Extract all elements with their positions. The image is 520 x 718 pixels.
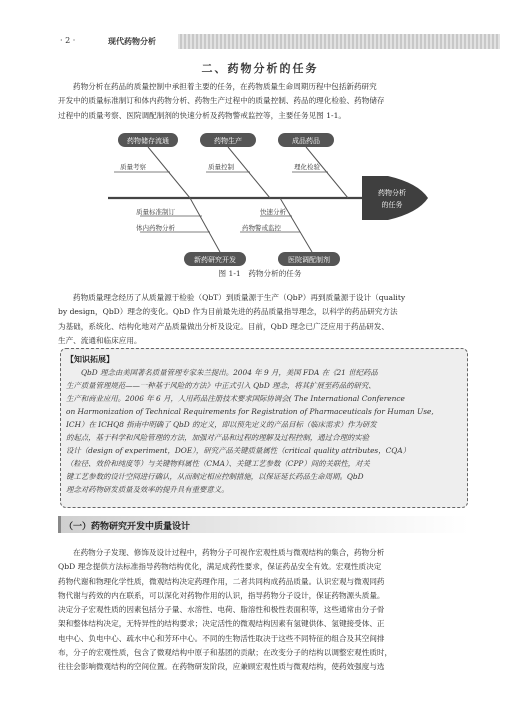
- head-label-line2: 的任务: [381, 201, 403, 209]
- label-standard: 质量标准制订: [136, 208, 175, 216]
- text-line: 生产质量管理规范——一种基于风险的方法》中正式引入 QbD 理念，将其扩展至药品的研究、: [66, 381, 376, 390]
- fishbone-diagram: [100, 128, 430, 268]
- text-line: QbD 理念提供方法标准指导药物结构优化，满足成药性要求，保证药品安全有效。宏观性质决定: [58, 562, 382, 572]
- text-line: on Harmonization of Technical Requirements for Registration of Pharmaceuticals for Human Use,: [66, 407, 434, 416]
- text-line: 药物代谢和物理化学性质，微观结构决定药理作用，二者共同构成药品质量。认识宏观与微观同药: [58, 576, 385, 586]
- text-line: 架和整体结构决定，无特异性的结构要求；决定活性的微观结构因素有氢键供体、氢键接受体、正: [58, 619, 385, 629]
- text-line: by design，QbD）理念的变化。QbD 作为目前最先进的药品质量指导理念，以科学的药品研究方法: [58, 307, 398, 317]
- text-line: 决定分子宏观性质的因素包括分子量、水溶性、电荷、脂溶性和极性表面积等，这些通常由分子骨: [58, 605, 385, 615]
- head-label-line1: 药物分析: [378, 189, 406, 197]
- subsection-title: （一）药物研究开发中质量设计: [64, 522, 191, 532]
- top-label-production: 药物生产: [214, 137, 242, 145]
- paragraph-design: [58, 546, 466, 675]
- bone-lower-2: [280, 198, 312, 252]
- text-line: （粒径、效价和纯度等）与关键物料属性（CMA）、关键工艺参数（CPP）间的关联性，对关: [66, 459, 370, 468]
- text-line: 设计（design of experiment，DOE），研究产品关键质量属性（critical quality attributes，CQA）: [66, 446, 411, 455]
- text-line: 在药物分子发现、修饰及设计过程中，药物分子可视作宏观性质与微观结构的集合，药物分析: [73, 548, 385, 557]
- label-quality-check: 质量考察: [120, 163, 146, 171]
- top-label-storage: 药物储存流通: [127, 137, 169, 145]
- paragraph-intro: [58, 80, 466, 123]
- label-physchem: 理化检验: [294, 163, 320, 171]
- text-line: 的起点，基于科学和风险管理的方法，加强对产品和过程的理解及过程控制，通过合理的实验: [66, 433, 370, 442]
- section-title: 二、药物分析的任务: [201, 62, 319, 75]
- label-quality-control: 质量控制: [208, 163, 234, 171]
- paragraph-qbd: [58, 291, 466, 348]
- text-line: 键工艺参数的设计空间进行确认，从而制定相应控制措施，以保证延长药品生命周期。QbD: [66, 472, 364, 481]
- label-pharmacovigilance: 药物警戒监控: [242, 224, 281, 232]
- top-label-finished: 成品药品: [292, 137, 320, 145]
- label-invivo: 体内药物分析: [136, 224, 175, 232]
- bottom-label-hospital: 医院调配制剂: [288, 256, 330, 264]
- text-line: 理念对药物研发质量及效率的提升具有重要意义。: [66, 485, 229, 494]
- running-title: 现代药物分析: [108, 36, 156, 46]
- text-line: 过程中的质量考察、医院调配制剂的快速分析及药物警戒监控等，主要任务见图 1-1。: [58, 110, 347, 120]
- text-line: 往往会影响微观结构的空间位置。在药物研发阶段，应兼顾宏观性质与微观结构，使药效强度与选: [58, 662, 385, 672]
- text-line: 电中心、负电中心、疏水中心和芳环中心。不同的生物活性取决于这些不同特征的组合及其空间排: [58, 633, 385, 643]
- text-line: 药物质量理念经历了从质量源于检验（QbT）到质量源于生产（QbP）再到质量源于设计（quality: [73, 293, 406, 302]
- fish-head: [362, 176, 428, 220]
- bone-upper-1: [148, 147, 190, 198]
- page-number: · 2 ·: [60, 36, 76, 45]
- text-line: 为基础，系统化、结构化地对产品质量做出分析及设定。目前，QbD 理念已广泛应用于药品研发、: [58, 321, 389, 331]
- label-rapid: 快速分析: [260, 208, 286, 216]
- bottom-label-newdrug: 新药研究开发: [194, 256, 236, 264]
- text-line: QbD 理念由美国著名质量管理专家朱兰提出。2004 年 9 月，美国 FDA 在《21 世纪药品: [81, 368, 378, 377]
- text-line: 物代谢与药效的内在联系，可以深化对药物作用的认识，指导药物分子设计，保证药物源头质量。: [58, 590, 385, 600]
- text-line: ICH）在 ICHQ8 指南中明确了 QbD 的定义，即以预先定义的产品目标（临床需求）作为研发: [66, 420, 377, 429]
- bone-upper-2: [228, 147, 270, 198]
- text-line: 生产、流通和临床应用。: [58, 335, 142, 345]
- bone-lower-1: [190, 198, 220, 252]
- text-line: 药物分析在药品的质量控制中承担着主要的任务，在药物质量生命周期历程中包括新药研究: [73, 82, 377, 91]
- knowledge-box-title: 【知识拓展】: [66, 354, 114, 364]
- knowledge-box-text: [66, 366, 460, 496]
- bone-upper-3: [306, 147, 348, 198]
- figure-caption: 图 1-1 药物分析的任务: [218, 269, 302, 278]
- text-line: 布，分子的宏观性质，包含了微观结构中原子和基团的贡献；在改变分子的结构以调整宏观性质时，: [58, 648, 393, 658]
- text-line: 生产和商业应用。2006 年 6 月，人用药品注册技术要求国际协调会( The International Conference: [66, 394, 405, 403]
- text-line: 开发中的质量标准制订和体内药物分析、药物生产过程中的质量控制、药品的理化检验、药物储存: [58, 96, 385, 106]
